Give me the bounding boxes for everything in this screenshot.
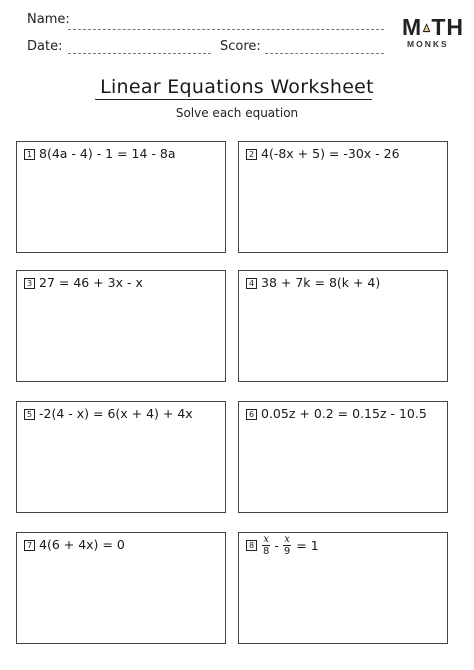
- logo-letter-m: M: [402, 14, 423, 40]
- fraction-2-denominator: 9: [283, 546, 291, 557]
- title-underline: [95, 99, 372, 100]
- worksheet-title: Linear Equations Worksheet: [100, 76, 374, 98]
- problem-box-5[interactable]: [16, 401, 226, 513]
- problem-number: 6: [246, 409, 257, 420]
- fraction-2-numerator: x: [284, 534, 290, 545]
- minus-operator: -: [274, 538, 279, 553]
- problem-number: 3: [24, 278, 35, 289]
- math-monks-logo: [402, 14, 464, 49]
- problem-equation: 4(-8x + 5) = -30x - 26: [261, 146, 400, 161]
- problem-number: 2: [246, 149, 257, 160]
- logo-letters-th: TH: [431, 14, 464, 40]
- problem-number: 8: [246, 540, 257, 551]
- problem-number: 4: [246, 278, 257, 289]
- problem-number: 7: [24, 540, 35, 551]
- fraction-1-denominator: 8: [263, 546, 270, 557]
- problem-number: 1: [24, 149, 35, 160]
- score-line[interactable]: [265, 53, 384, 54]
- problem-equation: 8(4a - 4) - 1 = 14 - 8a: [39, 146, 176, 161]
- problem-number: 5: [24, 409, 35, 420]
- logo-word: [402, 14, 464, 41]
- name-line[interactable]: [68, 29, 384, 30]
- worksheet-subtitle: Solve each equation: [175, 106, 299, 120]
- problem-box-3[interactable]: [16, 270, 226, 382]
- logo-sub: MONKS: [407, 39, 449, 49]
- problem-equation: 0.05z + 0.2 = 0.15z - 10.5: [261, 406, 427, 421]
- date-line[interactable]: [68, 53, 211, 54]
- problem-box-7[interactable]: [16, 532, 226, 644]
- fraction-2: [283, 534, 291, 557]
- problem-equation: -2(4 - x) = 6(x + 4) + 4x: [39, 406, 193, 421]
- problem-equation: 27 = 46 + 3x - x: [39, 275, 143, 290]
- problem-box-6[interactable]: [238, 401, 448, 513]
- date-label: Date:: [27, 39, 63, 54]
- problem-equation: 4(6 + 4x) = 0: [39, 537, 125, 552]
- problem-box-4[interactable]: [238, 270, 448, 382]
- fraction-1: [262, 534, 270, 557]
- problem-box-1[interactable]: [16, 141, 226, 253]
- logo-triangle-icon: [423, 19, 430, 37]
- fraction-1-numerator: x: [263, 534, 269, 545]
- problem-box-8[interactable]: [238, 532, 448, 644]
- problem-box-2[interactable]: [238, 141, 448, 253]
- score-label: Score:: [220, 39, 261, 54]
- equation-rhs: = 1: [296, 538, 319, 553]
- problem-equation: [261, 534, 319, 557]
- problem-equation: 38 + 7k = 8(k + 4): [261, 275, 381, 290]
- name-label: Name:: [27, 12, 70, 27]
